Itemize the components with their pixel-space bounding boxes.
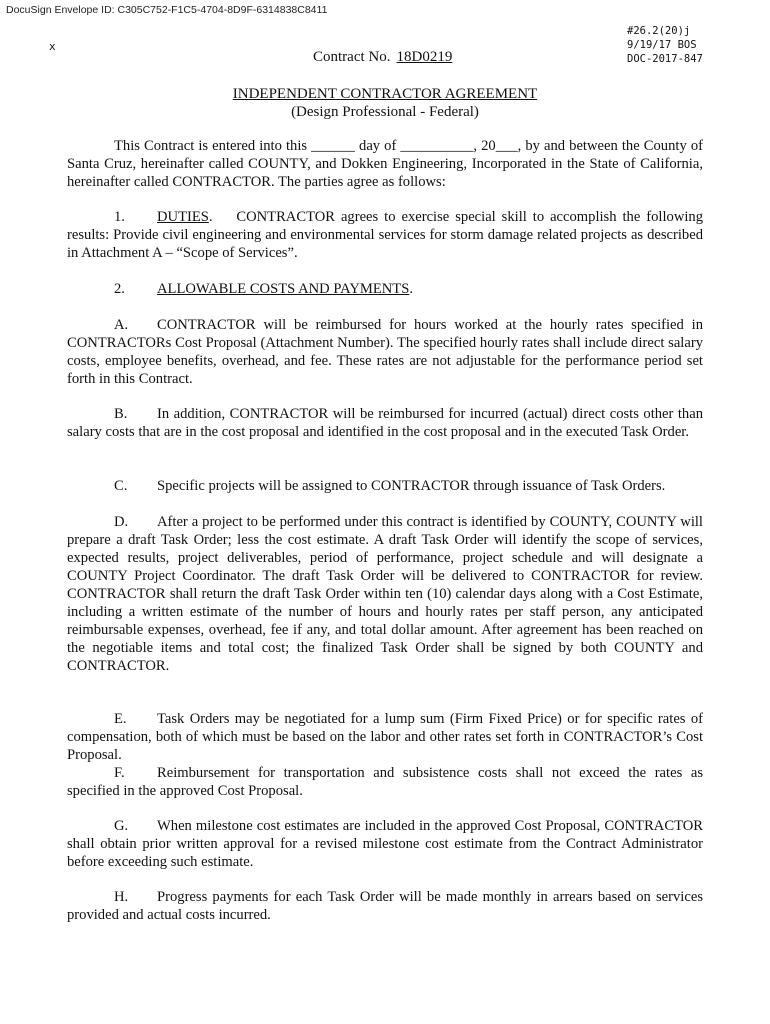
list-item [67, 888, 703, 924]
item-letter: H. [114, 889, 129, 905]
list-item [67, 477, 703, 495]
item-text: Reimbursement for transportation and subsistence costs shall not exceed the rates as specified in the approved Cost Proposal. [67, 765, 703, 799]
section-text: CONTRACTOR agrees to exercise special skill to accomplish the following results: Provide civil engineering and environmental services for storm damage related projects as described in Attachment A – “Scope of Services”. [67, 209, 704, 261]
agreement-subtitle: (Design Professional - Federal) [291, 104, 479, 120]
list-item [67, 316, 703, 388]
stamp-date: 9/19/17 BOS [627, 39, 697, 51]
list-item [67, 764, 703, 800]
list-item [67, 513, 703, 675]
item-letter: G. [114, 818, 129, 834]
item-letter: B. [114, 406, 128, 422]
section-number: 1. [114, 209, 125, 225]
list-item [67, 405, 703, 441]
item-text: In addition, CONTRACTOR will be reimbursed for incurred (actual) direct costs other than salary costs that are in the cost proposal and identified in the cost proposal and in the executed Task Order. [67, 406, 703, 440]
contract-number: 18D0219 [396, 49, 453, 65]
item-letter: F. [114, 765, 125, 781]
item-letter: C. [114, 478, 128, 494]
item-text: When milestone cost estimates are included in the approved Cost Proposal, CONTRACTOR shall obtain prior written approval for a revised milestone cost estimate from the Contract Administrator before exceeding such estimate. [67, 818, 703, 870]
list-item [67, 710, 703, 764]
item-letter: E. [114, 711, 127, 727]
section-allowable-costs: 2. ALLOWABLE COSTS AND PAYMENTS. [114, 281, 413, 297]
section-number: 2. [114, 281, 125, 297]
item-text: Task Orders may be negotiated for a lump sum (Firm Fixed Price) or for specific rates of compensation, both of which must be based on the labor and other rates set forth in CONTRACTOR’s Cost Proposal. [67, 711, 703, 763]
section-duties: 1. DUTIES. CONTRACTOR agrees to exercise special skill to accomplish the following results: Provide civil engineering and environmental services for storm damage related projects as described in Attachment A – “Scope of Services”. [67, 209, 704, 261]
board-stamp [627, 24, 747, 66]
item-text: Specific projects will be assigned to CONTRACTOR through issuance of Task Orders. [157, 478, 666, 494]
item-text: CONTRACTOR will be reimbursed for hours worked at the hourly rates specified in CONTRACTORs Cost Proposal (Attachment Number). The specified hourly rates shall include direct salary costs, employee benefits, overhead, and fee. These rates are not adjustable for the performance period set forth in this Contract. [67, 317, 703, 387]
docusign-envelope-id: DocuSign Envelope ID: C305C752-F1C5-4704-8D9F-6314838C8411 [6, 4, 328, 16]
item-letter: A. [114, 317, 129, 333]
intro-paragraph: This Contract is entered into this ______ day of __________, 20___, by and between the County of Santa Cruz, hereinafter called COUNTY, and Dokken Engineering, Incorporated in the State of California, hereinafter called CONTRACTOR. The parties agree as follows: [67, 138, 703, 190]
stamp-doc-number: DOC-2017-847 [627, 53, 703, 65]
corner-mark: x [49, 40, 56, 53]
section-heading: ALLOWABLE COSTS AND PAYMENTS [157, 281, 410, 297]
contract-number-label: Contract No. [313, 49, 391, 65]
document-title [0, 85, 770, 121]
item-text: After a project to be performed under this contract is identified by COUNTY, COUNTY will prepare a draft Task Order; less the cost estimate. A draft Task Order will identify the scope of services, expected results, project deliverables, period of performance, project schedule and will designate a COUNTY Project Coordinator. The draft Task Order will be delivered to CONTRACTOR for review. CONTRACTOR shall return the draft Task Order within ten (10) calendar days along with a Cost Estimate, including a written estimate of the number of hours and hourly rates per staff person, any anticipated reimbursable expenses, overhead, fee if any, and total dollar amount. After agreement has been reached on the negotiable items and total cost; the finalized Task Order shall be signed by both COUNTY and CONTRACTOR. [67, 514, 703, 674]
item-letter: D. [114, 514, 129, 530]
agreement-title: INDEPENDENT CONTRACTOR AGREEMENT [232, 86, 538, 102]
item-text: Progress payments for each Task Order will be made monthly in arrears based on services provided and actual costs incurred. [67, 889, 703, 923]
list-item [67, 817, 703, 871]
contract-number-line [313, 49, 452, 66]
section-heading: DUTIES [157, 209, 209, 225]
stamp-item-number: #26.2(20)j [627, 25, 691, 37]
